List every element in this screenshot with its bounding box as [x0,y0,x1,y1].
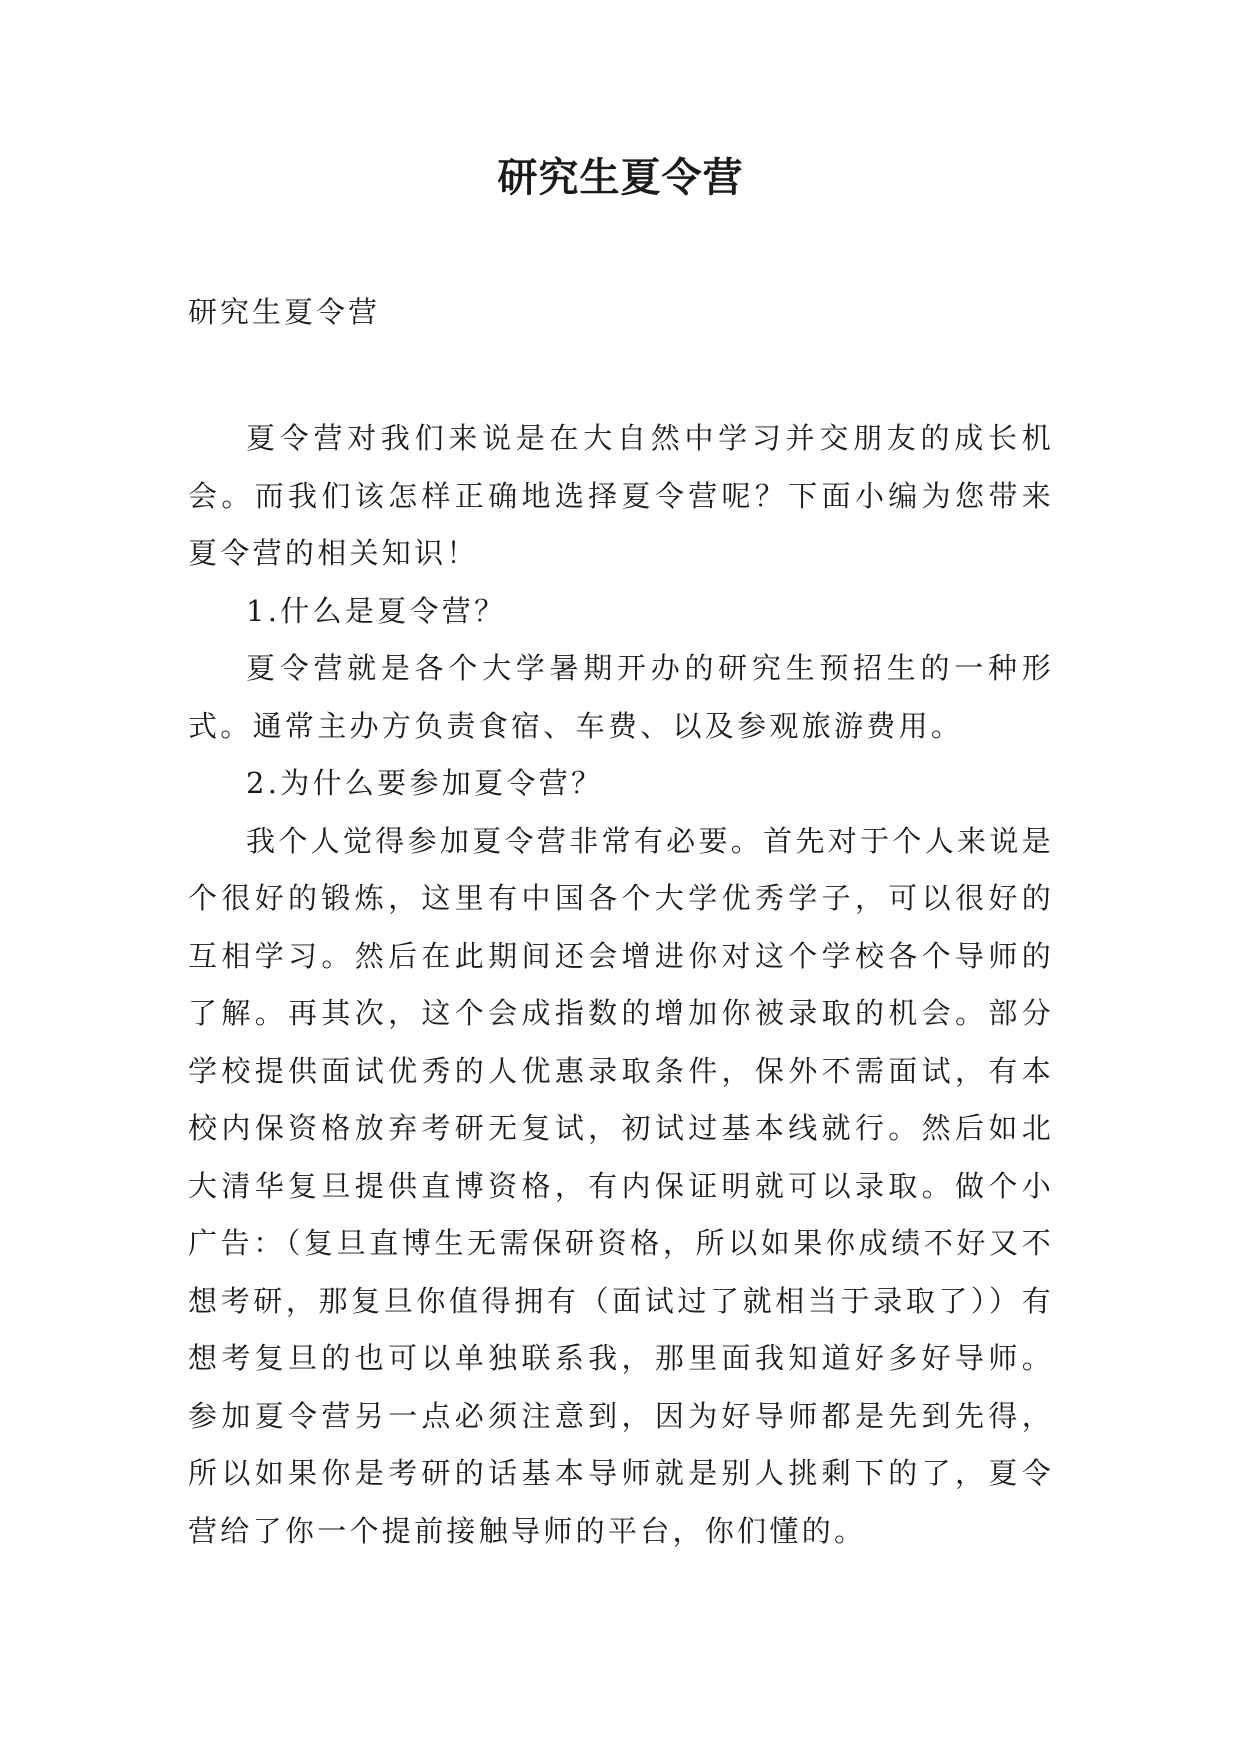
document-title: 研究生夏令营 [497,154,744,201]
paragraph-answer-2: 我个人觉得参加夏令营非常有必要。首先对于个人来说是个很好的锻炼，这里有中国各个大学优秀学子，可以很好的互相学习。然后在此期间还会增进你对这个学校各个导师的了解。再其次，这个会成指数的增加你被录取的机会。部分学校提供面试优秀的人优惠录取条件，保外不需面试，有本校内保资格放弃考研无复试，初试过基本线就行。然后如北大清华复旦提供直博资格，有内保证明就可以录取。做个小广告：（复旦直博生无需保研资格，所以如果你成绩不好又不想考研，那复旦你值得拥有（面试过了就相当于录取了））有想考复旦的也可以单独联系我，那里面我知道好多好导师。参加夏令营另一点必须注意到，因为好导师都是先到先得，所以如果你是考研的话基本导师就是别人挑剩下的了，夏令营给了你一个提前接触导师的平台，你们懂的。 [188,823,1054,1548]
paragraph-intro: 夏令营对我们来说是在大自然中学习并交朋友的成长机会。而我们该怎样正确地选择夏令营呢？下面小编为您带来夏令营的相关知识！ [188,421,1054,570]
document-body [188,410,1054,1560]
paragraph-answer-1: 夏令营就是各个大学暑期开办的研究生预招生的一种形式。通常主办方负责食宿、车费、以及参观旅游费用。 [188,651,1054,743]
question-heading-1: 1.什么是夏令营？ [246,593,507,628]
question-heading-2: 2.为什么要参加夏令营？ [246,766,604,800]
document-subtitle: 研究生夏令营 [188,295,381,329]
